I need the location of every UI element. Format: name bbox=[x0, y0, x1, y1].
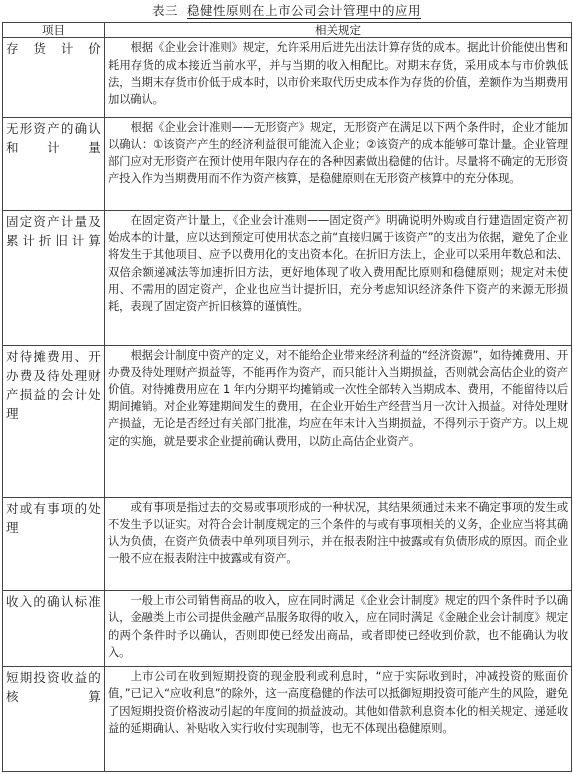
table-caption-label: 表三 bbox=[152, 3, 179, 18]
table-row bbox=[3, 591, 572, 667]
row-rule: 上市公司在收到短期投资的现金股利或利息时，“应于实际收到时，冲减投资的账面价值，”已记入“应收利息”的除外，这一高度稳健的作法可以抵御短期投资可能产生的风险，避免了因短期投资价格波动引起的年度间的损益波动。其他如借款利息资本化的相关规定、递延收益的延期确认、补贴收入实行收付实现制等，也无不体现出稳健原则。 bbox=[105, 667, 572, 772]
table-row bbox=[3, 497, 572, 590]
header-item: 项目 bbox=[3, 23, 105, 38]
row-item: 无形资产的确认和计量 bbox=[3, 117, 105, 210]
table-caption bbox=[0, 3, 573, 19]
row-item: 存货计价 bbox=[3, 38, 105, 117]
table-row bbox=[3, 345, 572, 497]
row-item: 对或有事项的处理 bbox=[3, 497, 105, 590]
accounting-rules-table bbox=[2, 22, 572, 772]
row-rule: 根据《企业会计准则——无形资产》规定，无形资产在满足以下两个条件时，企业才能加以确认：①该资产产生的经济利益很可能流入企业；②该资产的成本能够可靠计量。企业管理部门应对无形资产在预计使用年限内存在的各种因素做出稳健的估计。尽量将不确定的无形资产投入作为当期费用而不作为资产核算，是稳健原则在无形资产核算中的充分体现。 bbox=[105, 117, 572, 210]
table-row bbox=[3, 38, 572, 117]
row-item: 短期投资收益的核算 bbox=[3, 667, 105, 772]
row-item: 对待摊费用、开办费及待处理财产损益的会计处理 bbox=[3, 345, 105, 497]
row-rule: 在固定资产计量上，《企业会计准则——固定资产》明确说明外购或自行建造固定资产初始成本的计量，应以达到预定可使用状态之前“直接归属于该资产”的支出为依据，避免了企业将发生于其他项目、应予以费用化的支出资本化。在折旧方法上，企业可以采用年数总和法、双倍余额递减法等加速折旧方法，更好地体现了收入费用配比原则和稳健原则；规定对未使用、不需用的固定资产，企业也应当计提折旧，充分考虑知识经济条件下资产的来源无形损耗，表现了固定资产折旧核算的谨慎性。 bbox=[105, 211, 572, 346]
row-item: 收入的确认标准 bbox=[3, 591, 105, 667]
table-row bbox=[3, 667, 572, 772]
row-rule: 根据会计制度中资产的定义，对不能给企业带来经济利益的“经济资源”，如待摊费用、开办费及待处理财产损益等，不能再作为资产，而只能计入当期损益，否则就会高估企业的资产价值。对待摊费用应在 1 年内分期平均摊销或一次性全部转入当期成本、费用，不能留待以后期间摊销。对企业筹建期间发生的费用，在企业开始生产经营当月一次计入损益。对待处理财产损益，无论是否经过有关部门批准，均应在年末计入当期损益，不得列示于资产方。以上规定的实施，就是要求企业提前确认费用，以防止高估企业资产。 bbox=[105, 345, 572, 497]
row-rule: 一般上市公司销售商品的收入，应在同时满足《企业会计制度》规定的四个条件时予以确认，金融类上市公司提供金融产品服务取得的收入，应在同时满足《金融企业会计制度》规定的两个条件时予以确认，否则即使已经发出商品，或者即使已经收到价款，也不能确认为收入。 bbox=[105, 591, 572, 667]
row-item: 固定资产计量及累计折旧计算 bbox=[3, 211, 105, 346]
table-row bbox=[3, 117, 572, 210]
row-rule: 或有事项是指过去的交易或事项形成的一种状况，其结果须通过未来不确定事项的发生或不发生予以证实。对符合会计制度规定的三个条件的与或有事项相关的义务，企业应当将其确认为负债，在资产负债表中单列项目列示，并在报表附注中披露或有负债形成的原因。而企业一般不应在报表附注中披露或有资产。 bbox=[105, 497, 572, 590]
table-row bbox=[3, 211, 572, 346]
row-rule: 根据《企业会计准则》规定，允许采用后进先出法计算存货的成本。据此计价能使出售和耗用存货的成本接近当前水平，并与当期的收入相配比。对期末存货，采用成本与市价孰低法，当期末存货市价低于成本时，以市价来取代历史成本作为存货的价值，差额作为当期费用加以确认。 bbox=[105, 38, 572, 117]
header-rule: 相关规定 bbox=[105, 23, 572, 38]
table-header-row bbox=[3, 23, 572, 38]
table-caption-title: 稳健性原则在上市公司会计管理中的应用 bbox=[186, 3, 421, 18]
